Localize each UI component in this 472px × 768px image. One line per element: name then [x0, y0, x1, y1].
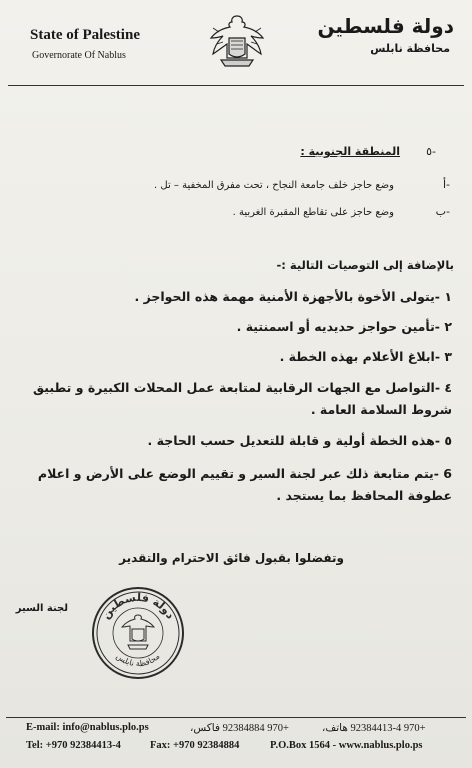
recommendation-item: 6 -يتم متابعة ذلك عبر لجنة السير و تقييم الوضع على الأرض و اعلام عطوفة المحافظ بما يستجد .	[37, 466, 452, 503]
recommendation-item: ١ -يتولى الأخوة بالأجهزة الأمنية مهمة هذه الحواجز .	[134, 289, 452, 304]
list-item-marker: -ب	[435, 205, 450, 218]
footer-email: E-mail: info@nablus.plo.ps	[26, 722, 149, 733]
footer-fax-arabic: +970 92384884 فاكس،	[190, 723, 289, 734]
seal-top-text: دولة فلسطين	[99, 590, 178, 622]
footer-phone-arabic: +970 92384413-4 هاتف،	[322, 723, 426, 734]
list-item: وضع حاجز على تقاطع المقبرة الغربية .	[232, 207, 394, 218]
header-arabic-subtitle: محافظة نابلس	[370, 42, 450, 55]
section-number: -٥	[426, 145, 436, 158]
header-english-subtitle: Governorate Of Nablus	[32, 50, 126, 61]
footer-tel: Tel: +970 92384413-4	[26, 740, 121, 751]
recommendation-item: ٤ -التواصل مع الجهات الرقابية لمتابعة عمل المحلات الكبيرة و تطبيق شروط السلامة العامة .	[33, 380, 452, 417]
svg-text:دولة فلسطين	[99, 591, 177, 622]
recommendation-item: ٣ -ابلاغ الأعلام بهذه الخطة .	[279, 349, 452, 364]
signature-committee: لجنة السير	[15, 603, 68, 614]
seal-bottom-text: محافظة نابلس	[114, 651, 162, 669]
header-arabic-title: دولة فلسطين	[317, 14, 454, 38]
list-item: وضع حاجز خلف جامعة النجاح ، تحت مفرق المخفية – تل .	[154, 180, 394, 191]
official-seal-icon	[90, 585, 186, 681]
recommendations-intro: بالإضافة إلى التوصيات التالية :-	[276, 258, 454, 272]
list-item-marker: -أ	[442, 178, 450, 191]
header-english-title: State of Palestine	[30, 27, 140, 43]
footer-fax: Fax: +970 92384884	[150, 740, 240, 751]
footer-divider	[6, 717, 466, 718]
section-title: المنطقة الجنوبية :	[300, 145, 400, 158]
palestine-eagle-emblem-icon	[207, 8, 267, 76]
closing-phrase: وتفضلوا بقبول فائق الاحترام والتقدير	[119, 551, 344, 565]
footer-po-box: P.O.Box 1564 - www.nablus.plo.ps	[270, 740, 423, 751]
recommendation-item: ٥ -هذه الخطة أولية و قابلة للتعديل حسب الحاجة .	[147, 433, 452, 448]
recommendation-item: ٢ -تأمين حواجز حديديه أو اسمنتية .	[236, 319, 452, 334]
header-divider	[8, 85, 464, 86]
svg-text:محافظة نابلس	[115, 652, 162, 669]
